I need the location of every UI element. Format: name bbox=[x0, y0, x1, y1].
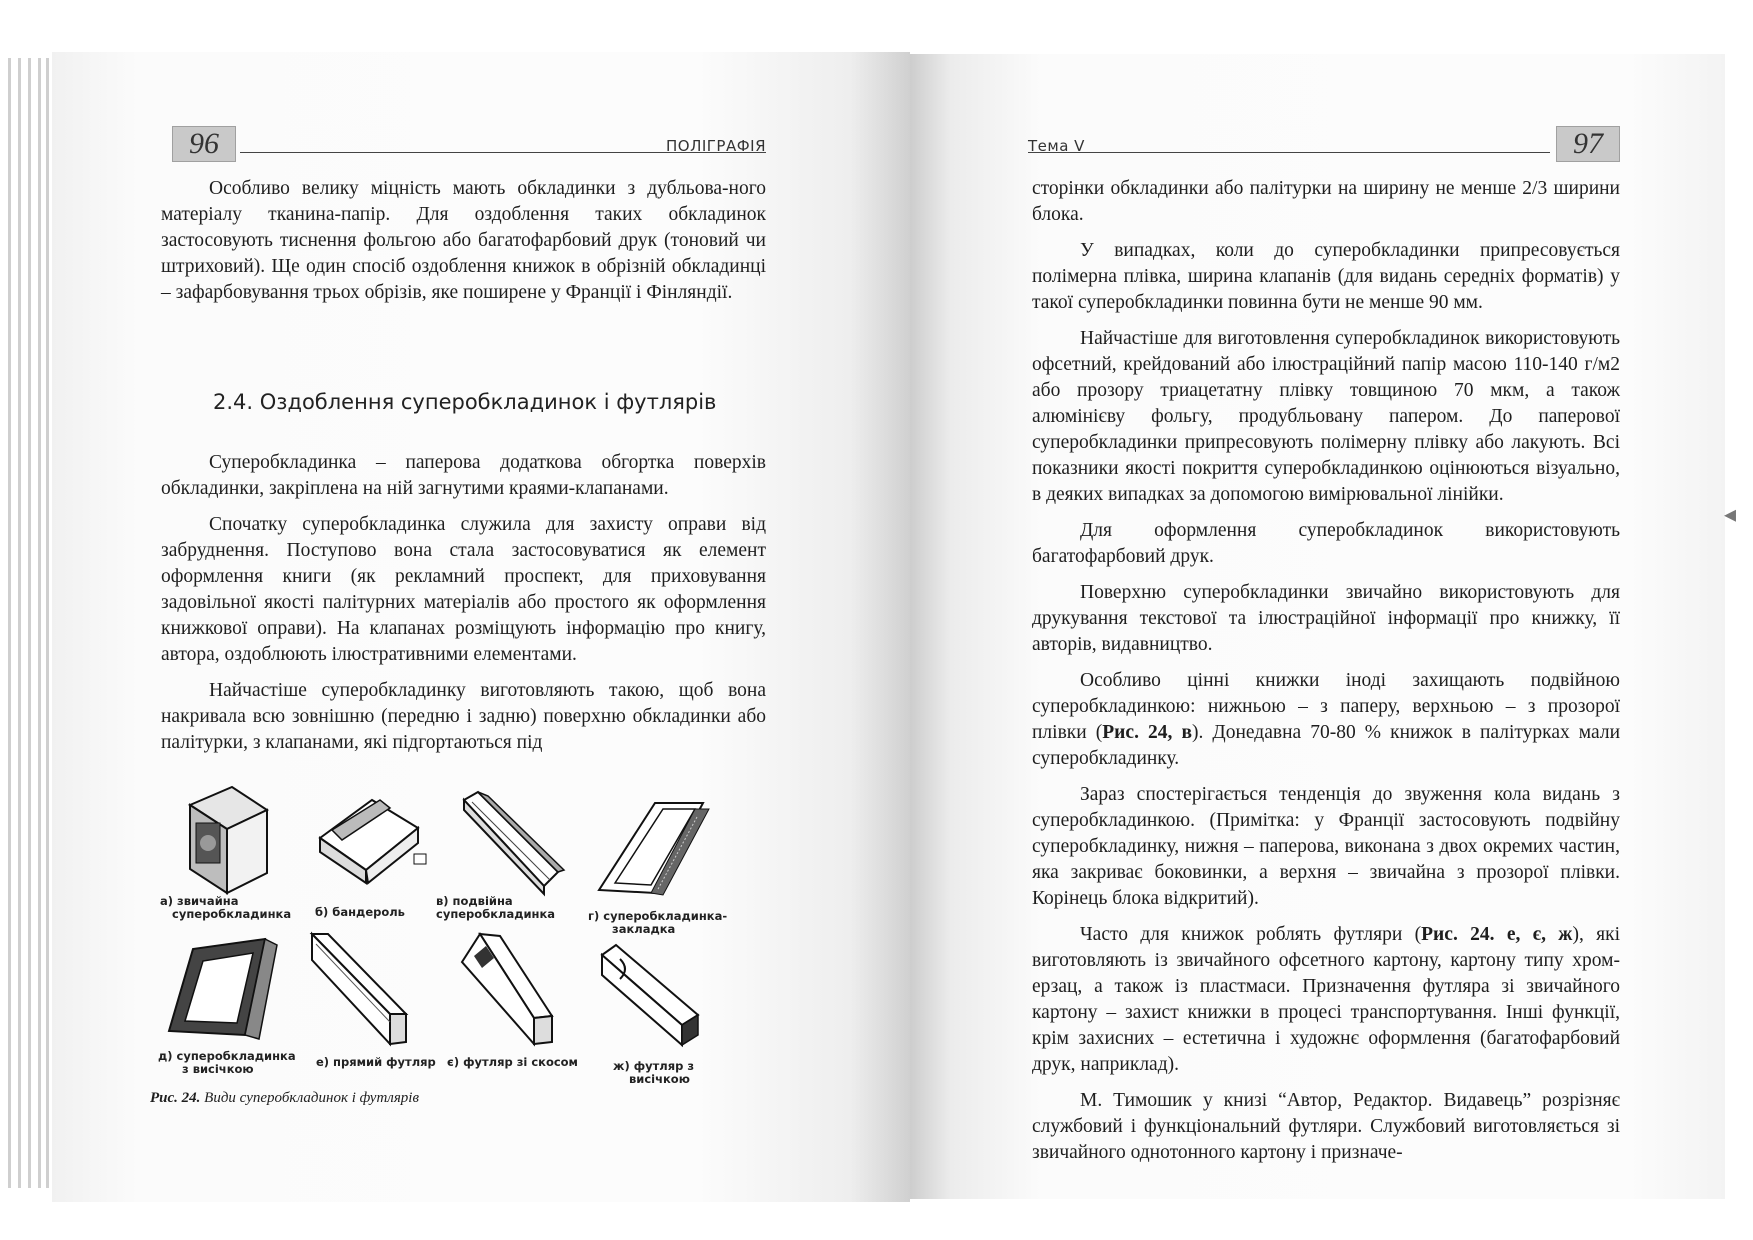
figure-caption-a: а) звичайна суперобкладинка bbox=[160, 894, 292, 921]
die-cut-case-illustration bbox=[598, 935, 708, 1050]
figure-label: Рис. 24. bbox=[150, 1090, 201, 1106]
band-illustration bbox=[310, 788, 430, 888]
header-rule bbox=[1028, 152, 1550, 153]
bevel-case-illustration bbox=[450, 930, 560, 1050]
paragraph: Найчастіше для виготовлення суперобкладинок використовують офсетний, крейдований або ілюстраційний папір масою 110-140 г/м2 або прозору триацетатну плівку товщиною 70 мкм, а також алюмінієву фольгу, продубльовану папером. До паперової суперобкладинки припресовують полімерну плівку або лакують. Всі показники якості покриття суперобкладинкою оцінюються візуально, в деяких випадках за допомогою вимірювальної лінійки. bbox=[1032, 328, 1620, 505]
figure-h-die-cut-case bbox=[598, 935, 708, 1050]
right-body bbox=[1032, 176, 1620, 1176]
right-page-header bbox=[1028, 126, 1618, 166]
paragraph: Особливо велику міцність мають обкладинки з дубльова-ного матеріалу тканина-папір. Для оздоблення таких обкладинок застосовують тиснення фольгою або багатофарбовий друк (тоновий чи штриховий). Ще один спосіб оздоблення книжок в обрізній обкладинці – зафарбовування трьох обрізів, яке поширене у Франції і Фінляндії. bbox=[161, 178, 766, 303]
double-jacket-illustration bbox=[458, 790, 568, 900]
figure-e-die-cut-jacket bbox=[165, 935, 285, 1045]
paragraph bbox=[1032, 668, 1620, 772]
page-number: 97 bbox=[1556, 126, 1620, 162]
figure-caption-e: д) суперобкладинка з висічкою bbox=[158, 1049, 296, 1076]
text: ), які виготовляють із звичайного офсетного картону, картону типу хром-ерзац, а також із пластмаси. Призначення футляра зі звичайного картону – захист книжки в процесі транспортування. Інші функції, крім захисних – естетична і художнє оформлення (багатофарбовий друк, наприклад). bbox=[1032, 924, 1621, 1075]
page-edge bbox=[38, 58, 41, 1188]
paragraph: У випадках, коли до суперобкладинки припресовується полімерна плівка, ширина клапанів (для видань середніх форматів) у такої суперобкладинки повинна бути не менше 90 мм. bbox=[1032, 240, 1620, 313]
paragraph: Спочатку суперобкладинка служила для захисту оправи від забруднення. Поступово вона стала застосовуватися як елемент оформлення книги (як рекламний проспект, для приховування задовільної якості палітурних матеріалів або простого як оформлення книжкової оправи). На клапанах розміщують інформацію про книгу, автора, оздоблюють ілюстративними елементами. bbox=[161, 514, 766, 665]
paragraph bbox=[1032, 922, 1620, 1078]
page-edge bbox=[18, 58, 21, 1188]
figure-caption-f: е) прямий футляр bbox=[316, 1055, 436, 1069]
bookmark-jacket-illustration bbox=[595, 795, 715, 910]
page-edge bbox=[28, 58, 31, 1188]
figure-title: Види суперобкладинок і футлярів bbox=[204, 1090, 419, 1106]
paragraph: М. Тимошик у книзі “Автор, Редактор. Видавець” розрізняє службовий і функціональний футляри. Службовий виготовляється зі звичайного однотонного картону і призначе- bbox=[1032, 1090, 1620, 1163]
paragraph: Зараз спостерігається тенденція до звуження кола видань з суперобкладинкою. (Примітка: у Франції застосовують подвійну суперобкладинку, нижня – паперова, виконана з двох окремих частин, яка закриває боковинки, а верхня – звичайна з прозорої плівки. Корінець блока відкритий). bbox=[1032, 784, 1620, 909]
figure-g-bevel-case bbox=[450, 930, 560, 1050]
text: Часто для книжок роблять футляри ( bbox=[1080, 924, 1422, 945]
paragraph: Суперобкладинка – паперова додаткова обгортка поверхів обкладинки, закріплена на ній загнутими краями-клапанами. bbox=[161, 452, 766, 499]
paragraph: Найчастіше суперобкладинку виготовляють такою, щоб вона накривала всю зовнішню (передню і задню) поверхню обкладинки або палітурки, з клапанами, які підгортаються під bbox=[161, 680, 766, 753]
figure-b-band bbox=[310, 788, 430, 888]
figure-caption-d: г) суперобкладинка- закладка bbox=[588, 909, 728, 936]
left-page-header bbox=[172, 126, 766, 166]
figure-a-ordinary-jacket bbox=[172, 785, 282, 895]
figure-f-straight-case bbox=[302, 930, 412, 1050]
paragraph: сторінки обкладинки або палітурки на ширину не менше 2/3 ширини блока. bbox=[1032, 178, 1620, 225]
figure-caption-c: в) подвійна суперобкладинка bbox=[436, 894, 556, 921]
figure-caption-h: ж) футляр з висічкою bbox=[613, 1059, 694, 1086]
text: ). Донедавна 70-80 % книжок в палітурках мали суперобкладинку. bbox=[1032, 722, 1620, 769]
figure-reference: Рис. 24, в bbox=[1102, 722, 1192, 743]
margin-mark: ◂ bbox=[1724, 502, 1737, 528]
paragraph: Поверхню суперобкладинки звичайно використовують для друкування текстової та ілюстраційної інформації про книжку, її авторів, видавництво. bbox=[1032, 582, 1620, 655]
page-edge bbox=[46, 58, 49, 1188]
left-para-1 bbox=[161, 176, 766, 316]
page-edge bbox=[8, 58, 11, 1188]
figure-caption bbox=[150, 1090, 419, 1107]
figure-caption-b: б) бандероль bbox=[315, 905, 405, 919]
page-number: 96 bbox=[172, 126, 236, 162]
section-title: 2.4. Оздоблення суперобкладинок і футлярів bbox=[213, 390, 717, 414]
book-jacket-illustration bbox=[172, 785, 282, 895]
text: Особливо цінні книжки іноді захищають подвійною суперобкладинкою: нижньою – з паперу, верхньою – з прозорої плівки ( bbox=[1032, 670, 1620, 743]
running-head: Тема V bbox=[1028, 137, 1085, 155]
running-head: ПОЛІГРАФІЯ bbox=[665, 137, 766, 155]
left-body bbox=[161, 450, 766, 766]
figure-d-bookmark-jacket bbox=[595, 795, 715, 910]
figure-c-double-jacket bbox=[458, 790, 568, 900]
straight-case-illustration bbox=[302, 930, 412, 1050]
figure-caption-g: є) футляр зі скосом bbox=[447, 1055, 578, 1069]
paragraph: Для оформлення суперобкладинок використовують багатофарбовий друк. bbox=[1032, 520, 1620, 567]
die-cut-jacket-illustration bbox=[165, 935, 285, 1045]
figure-reference: Рис. 24. е, є, ж bbox=[1421, 924, 1573, 945]
